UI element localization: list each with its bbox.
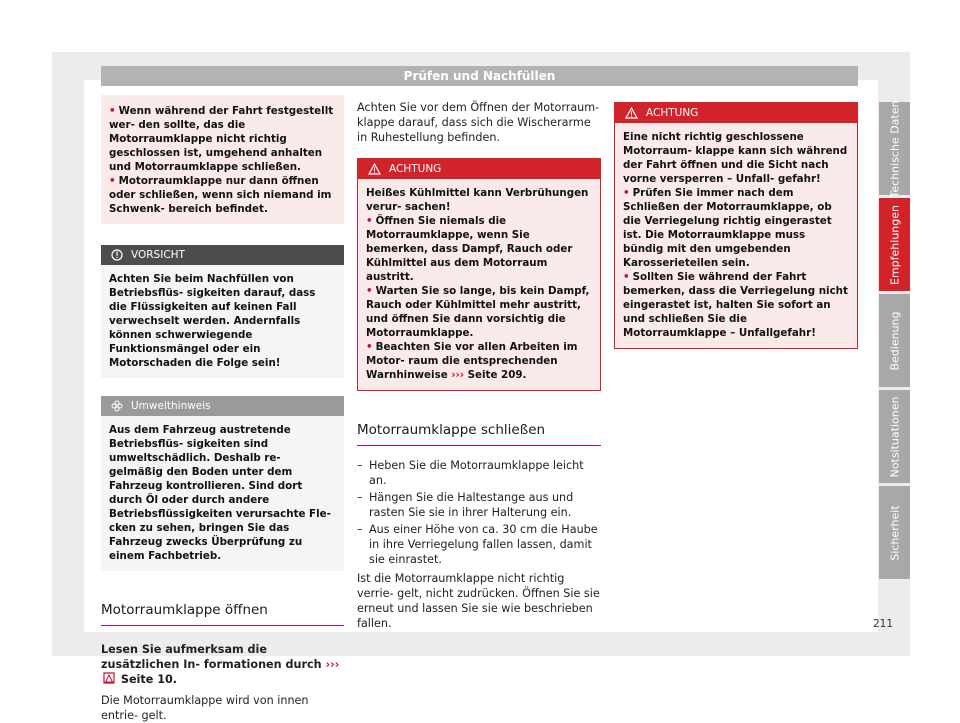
warning-item: • Motorraumklappe nur dann öffnen oder schließen, wenn sich niemand im Schwenk- bereich befindet.: [109, 175, 332, 215]
bullet-icon: •: [109, 175, 116, 187]
outro-text: Ist die Motorraumklappe nicht richtig verrie- gelt, nicht zudrücken. Öffnen Sie sie erneut und lassen Sie sie wie beschrieben fallen.: [357, 572, 600, 630]
tab-bedienung[interactable]: Bedienung: [879, 294, 910, 387]
section-title-close: Motorraumklappe schließen: [357, 421, 601, 446]
tab-sicherheit[interactable]: Sicherheit: [879, 486, 910, 579]
column-left: [101, 95, 344, 723]
achtung-lead: Eine nicht richtig geschlossene Motorraum- klappe kann sich während der Fahrt öffnen und die Sicht nach vorne versperren – Unfall- gefahr!: [623, 131, 848, 185]
umwelt-title: Umwelthinweis: [131, 400, 211, 412]
achtung-item: • Sollten Sie während der Fahrt bemerken, dass die Verriegelung nicht eingerastet ist, halten Sie sofort an und schließen Sie die Motorraumklappe – Unfallgefahr!: [623, 271, 848, 339]
achtung-header: [615, 103, 857, 123]
umwelt-header: [101, 396, 344, 416]
bullet-icon: •: [366, 215, 373, 227]
vorsicht-text: Achten Sie beim Nachfüllen von Betriebsflüs- sigkeiten darauf, dass die Flüssigkeiten auf keinen Fall verwechselt werden. Andernfalls können schwerwiegende Funktionsmängel oder ein Motorschaden die Folge sein!: [109, 273, 316, 369]
lead-text: Lesen Sie aufmerksam die zusätzlichen In- formationen durch ››› Seite 10.: [101, 643, 340, 686]
page-ref-link[interactable]: Seite 209.: [467, 369, 527, 381]
vorsicht-header: [101, 245, 344, 265]
achtung-box-latch: [614, 102, 858, 349]
umwelt-text: Aus dem Fahrzeug austretende Betriebsflüs- sigkeiten sind umweltschädlich. Deshalb re- gelmäßig den Boden unter dem Fahrzeug kontrollieren. Sind dort durch Öl oder durch andere Betriebsflüssigkeiten verursachte Fle- cken zu sehen, bringen Sie das Fahrzeug zwecks Überprüfung zu einem Fachbetrieb.: [109, 424, 331, 562]
tab-notsituationen[interactable]: Notsituationen: [879, 390, 910, 483]
caution-icon: [111, 249, 123, 261]
achtung-header: [358, 159, 600, 179]
achtung-box-coolant: [357, 158, 601, 391]
column-right: [614, 102, 858, 349]
step-item: – Hängen Sie die Haltestange aus und rasten Sie sie in ihrer Halterung ein.: [357, 490, 601, 520]
warning-item: • Wenn während der Fahrt festgestellt wer- den sollte, das die Motorraumklappe nicht richtig geschlossen ist, umgehend anhalten und Motorraumklappe schließen.: [109, 105, 334, 173]
bullet-icon: •: [366, 285, 373, 297]
achtung-body: [358, 179, 600, 390]
intro-text: Achten Sie vor dem Öffnen der Motorraum- klappe darauf, dass sich die Wischerarme in Ruhestellung befinden.: [357, 101, 600, 144]
bullet-icon: •: [109, 105, 116, 117]
page-ref-link[interactable]: Seite 10.: [120, 673, 178, 686]
bullet-icon: •: [623, 271, 630, 283]
vorsicht-title: VORSICHT: [131, 249, 185, 261]
body-text: Die Motorraumklappe wird von innen entrie- gelt.: [101, 694, 309, 722]
achtung-item: • Warten Sie so lange, bis kein Dampf, Rauch oder Kühlmittel mehr austritt, und öffnen Sie dann vorsichtig die Motorraumklappe.: [366, 285, 590, 339]
warning-continued-box: [101, 95, 344, 224]
achtung-body: [615, 123, 857, 348]
achtung-item: • Beachten Sie vor allen Arbeiten im Motor- raum die entsprechenden Warnhinweise ››› Seite 209.: [366, 341, 578, 381]
achtung-title: ACHTUNG: [646, 107, 699, 119]
achtung-title: ACHTUNG: [389, 163, 442, 175]
tab-empfehlungen[interactable]: Empfehlungen: [879, 198, 910, 291]
page-header: Prüfen und Nachfüllen: [101, 66, 858, 86]
flower-icon: [111, 400, 123, 412]
bullet-icon: •: [623, 187, 630, 199]
column-middle: [357, 100, 601, 631]
step-item: – Aus einer Höhe von ca. 30 cm die Haube in ihre Verriegelung fallen lassen, damit sie einrastet.: [357, 522, 601, 567]
reference-arrows: ›››: [451, 369, 465, 381]
vorsicht-box: [101, 245, 344, 378]
umwelt-box: [101, 396, 344, 571]
page-number: 211: [873, 618, 894, 630]
tab-technische-daten[interactable]: Technische Daten: [879, 102, 910, 195]
bullet-icon: •: [366, 341, 373, 353]
reference-arrows: ›››: [325, 658, 340, 671]
achtung-item: • Öffnen Sie niemals die Motorraumklappe, wenn Sie bemerken, dass Dampf, Rauch oder Kühlmittel aus dem Motorraum austritt.: [366, 215, 573, 283]
steps-list: [357, 458, 601, 567]
achtung-item: • Prüfen Sie immer nach dem Schließen der Motorraumklappe, ob die Verriegelung richtig eingerastet ist. Die Motorraumklappe muss bündig mit den umgebenden Karosserieteilen sein.: [623, 187, 832, 269]
step-item: – Heben Sie die Motorraumklappe leicht an.: [357, 458, 601, 488]
warning-triangle-icon: [625, 107, 638, 119]
achtung-lead: Heißes Kühlmittel kann Verbrühungen verur- sachen!: [366, 187, 589, 213]
chapter-tabs: [879, 102, 910, 582]
section-title-open: Motorraumklappe öffnen: [101, 601, 344, 626]
warning-triangle-icon: [368, 163, 381, 175]
warning-reference-icon: [101, 672, 117, 685]
